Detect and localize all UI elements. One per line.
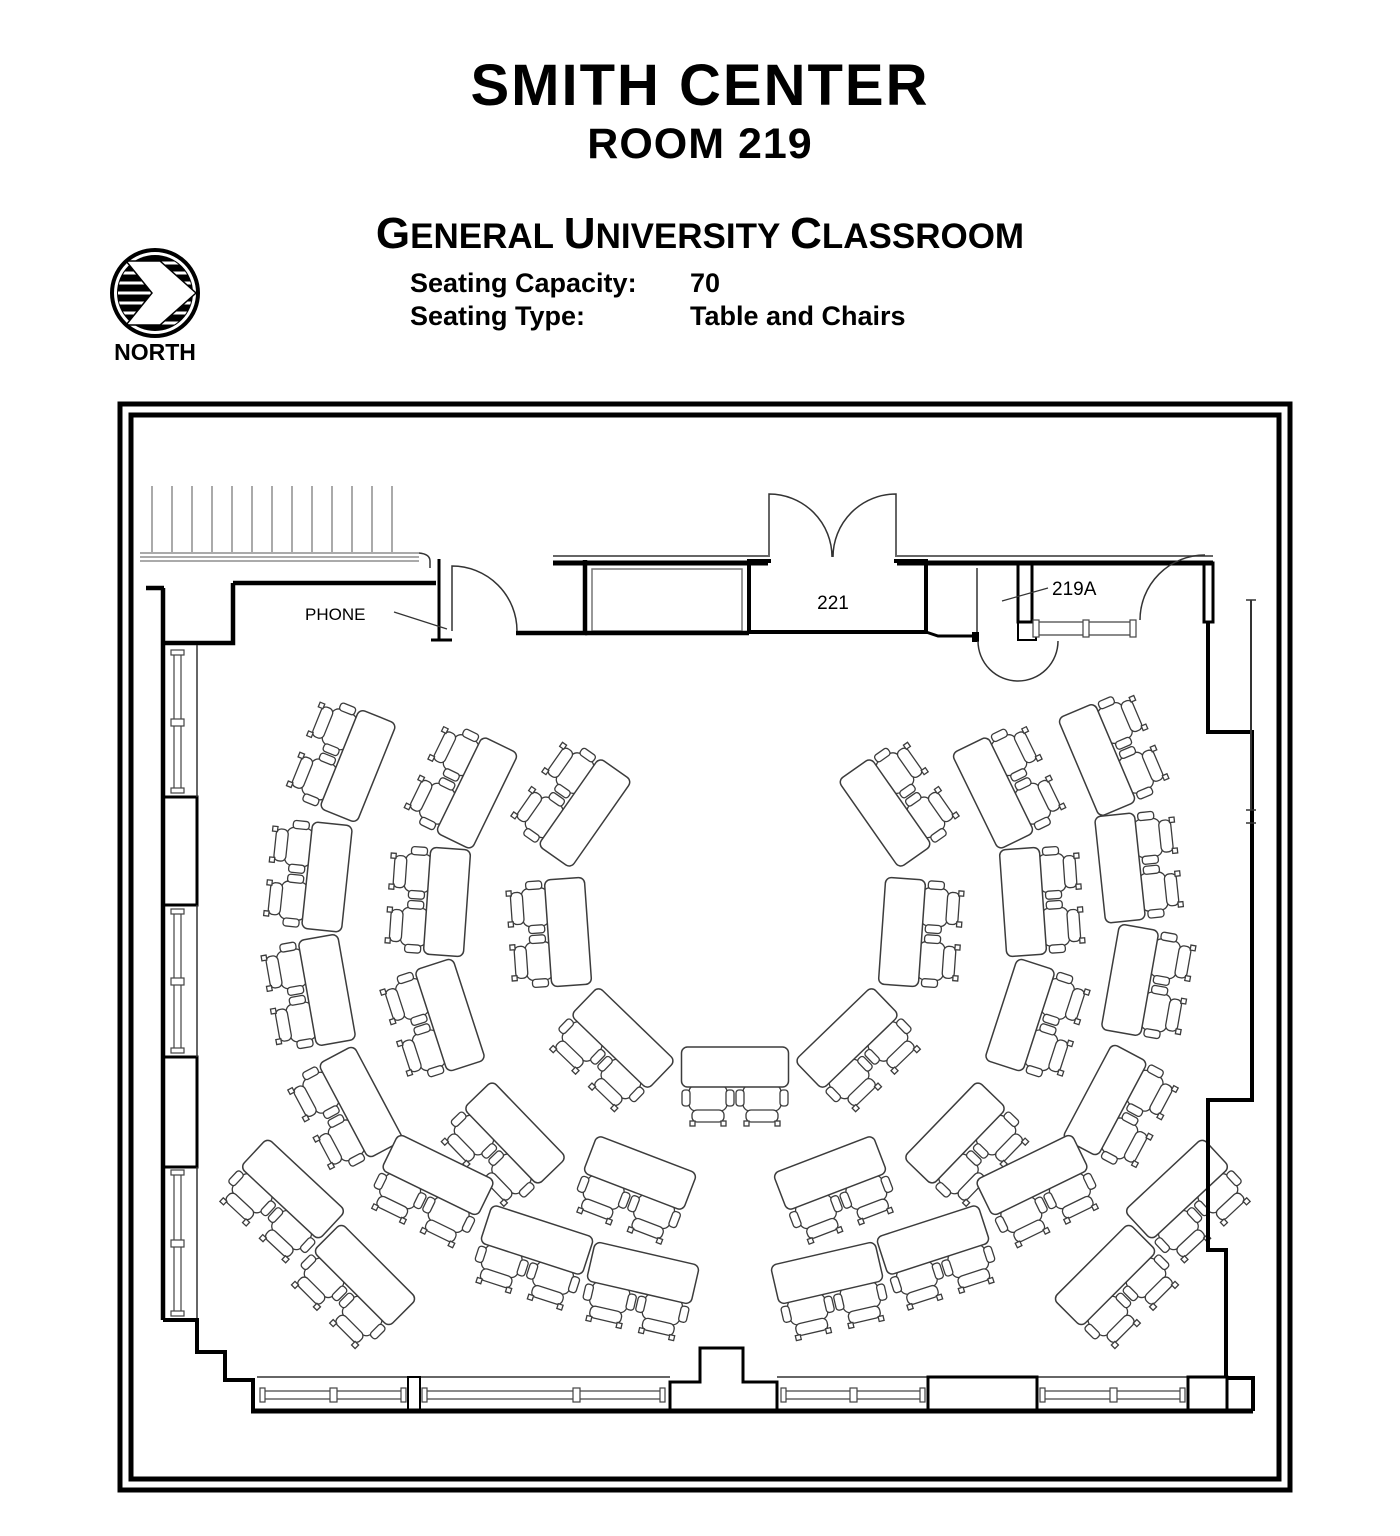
table-unit [999, 845, 1085, 957]
table-unit [283, 694, 396, 823]
table-unit [578, 1241, 700, 1342]
seating-type-label: Seating Type: [410, 301, 586, 331]
room-title: ROOM 219 [587, 120, 813, 168]
room-219a-label: 219A [1052, 579, 1097, 600]
door-swing-top-left [452, 566, 517, 631]
table-unit [468, 1204, 594, 1312]
furniture-layer [214, 688, 1257, 1355]
table-unit [377, 958, 485, 1084]
room-221-label: 221 [817, 593, 849, 614]
classroom-type-title: GENERAL UNIVERSITY CLASSROOM [375, 209, 1025, 258]
table-unit [876, 1204, 1002, 1312]
table-unit [401, 719, 519, 850]
table-unit [773, 1135, 901, 1247]
table-unit [569, 1135, 697, 1247]
table-unit [952, 719, 1070, 850]
door-swing-219a [978, 641, 1058, 681]
table-unit [263, 818, 353, 933]
header-block [376, 53, 1024, 331]
table-unit [795, 986, 927, 1117]
table-unit [260, 934, 356, 1053]
double-door-right-leaf [833, 494, 896, 557]
table-unit [1101, 924, 1197, 1043]
table-unit [506, 735, 632, 868]
seating-capacity-label: Seating Capacity: [410, 268, 637, 298]
table-unit [682, 1047, 789, 1126]
plan-labels [305, 579, 1097, 629]
table-unit [1058, 688, 1173, 817]
building-title: SMITH CENTER [470, 53, 930, 118]
phone-label: PHONE [305, 605, 366, 624]
north-indicator [112, 250, 198, 365]
double-door-left-leaf [769, 494, 832, 557]
table-unit [1095, 809, 1185, 924]
table-unit [284, 1045, 404, 1177]
table-unit [505, 877, 591, 989]
north-label: NORTH [114, 339, 196, 365]
table-unit [770, 1241, 892, 1342]
exterior-walkway [140, 486, 430, 568]
table-unit [878, 877, 964, 989]
seating-type-value: Table and Chairs [690, 301, 906, 331]
table-unit [984, 958, 1092, 1084]
seating-capacity-value: 70 [690, 268, 721, 298]
table-unit [838, 735, 964, 868]
table-unit [384, 845, 470, 957]
table-unit [544, 986, 676, 1117]
